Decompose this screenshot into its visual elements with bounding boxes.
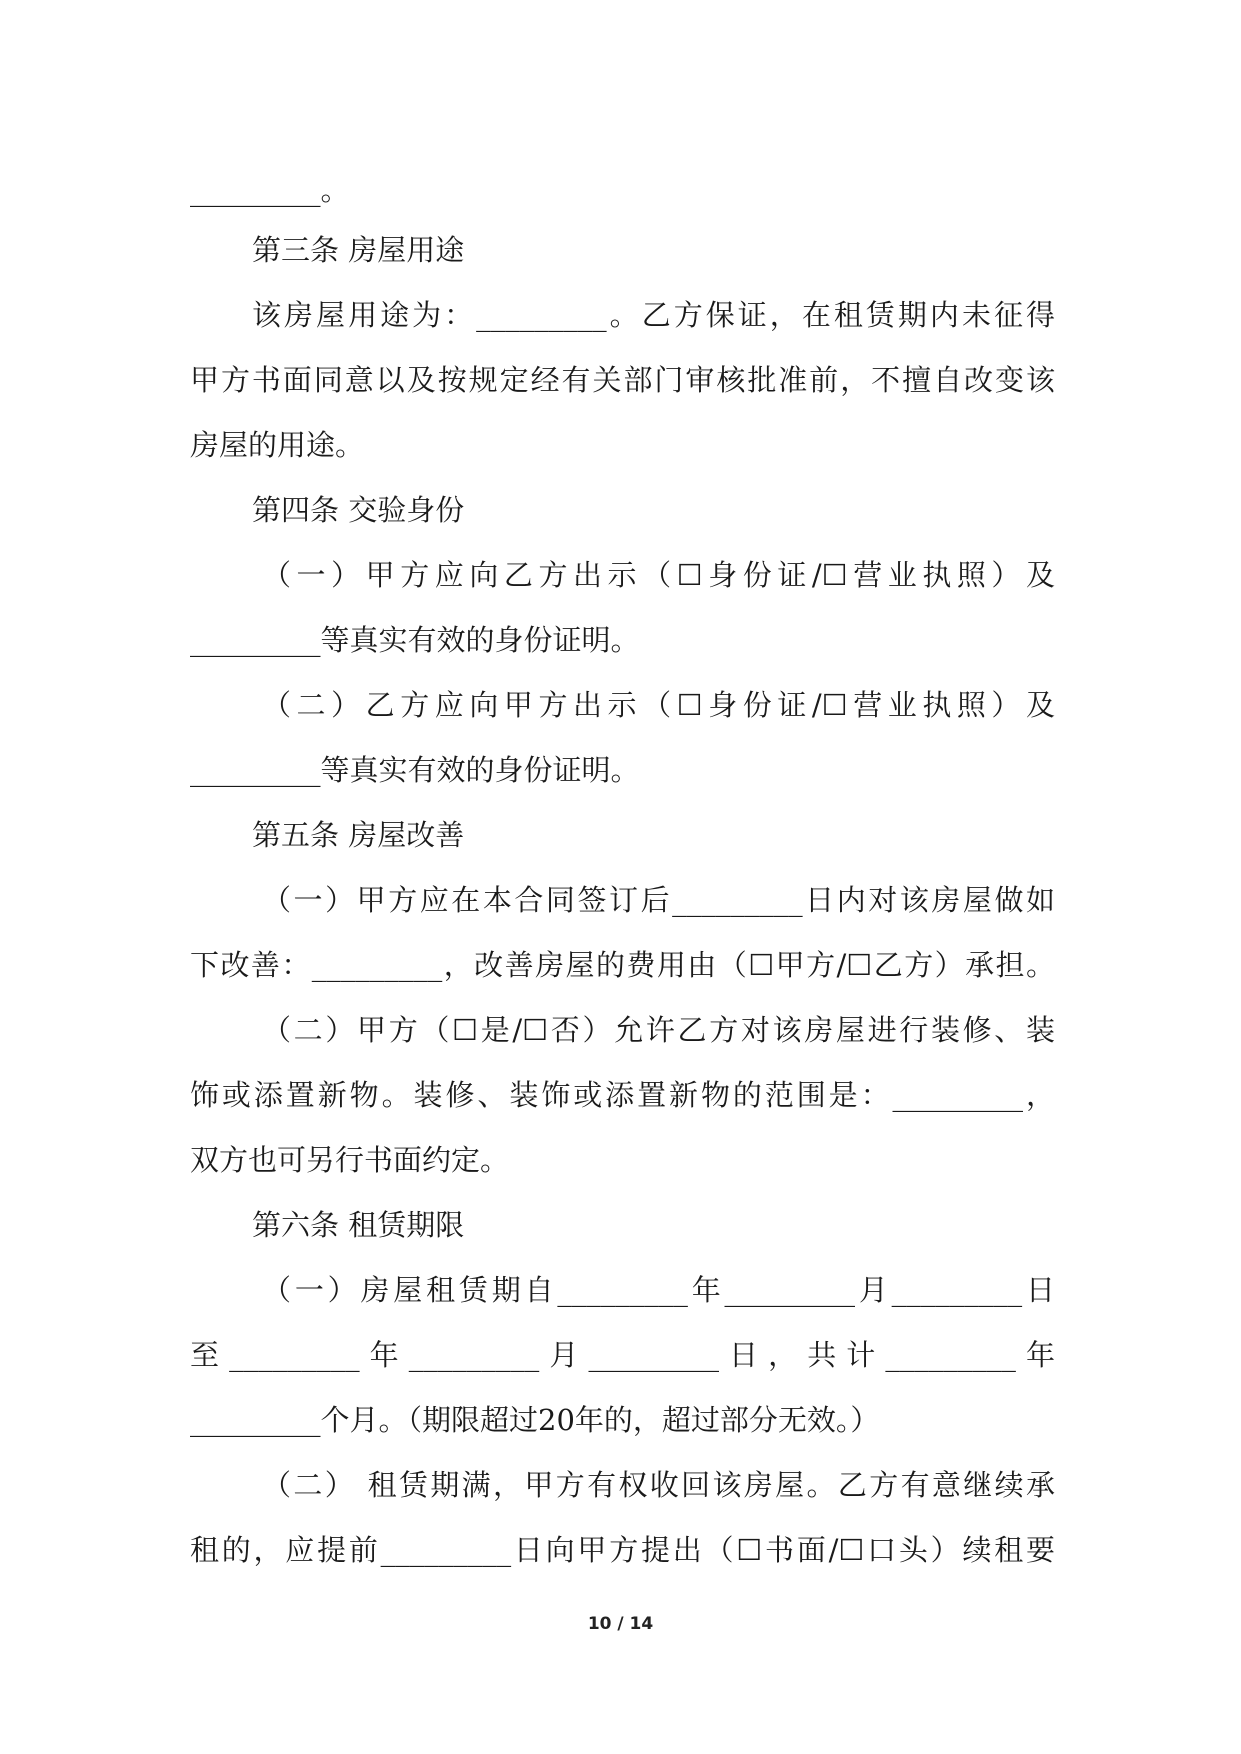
text-line: （二）甲方（☐是/☐否）允许乙方对该房屋进行装修、装 — [262, 1013, 1055, 1047]
text-line: _________等真实有效的身份证明。 — [190, 623, 640, 657]
text-line: 房屋的用途。 — [190, 428, 365, 462]
text-line: （二） 租赁期满，甲方有权收回该房屋。乙方有意继续承 — [262, 1468, 1055, 1502]
text-line: （一）甲方应在本合同签订后_________日内对该房屋做如 — [262, 883, 1055, 917]
text-line: _________等真实有效的身份证明。 — [190, 753, 640, 787]
article-heading: 第五条 房屋改善 — [252, 818, 465, 852]
text-line: 至_________年_________月_________日，共计_________年 — [190, 1338, 1055, 1372]
text-line: _________个月。（期限超过20年的，超过部分无效。） — [190, 1403, 880, 1437]
article-heading: 第六条 租赁期限 — [252, 1208, 465, 1242]
text-line: 双方也可另行书面约定。 — [190, 1143, 510, 1177]
article-heading: 第三条 房屋用途 — [252, 233, 465, 267]
text-line: （一）房屋租赁期自_________年_________月_________日 — [262, 1273, 1055, 1307]
text-line: _________。 — [190, 173, 350, 207]
text-line: （一）甲方应向乙方出示（☐身份证/☐营业执照）及 — [262, 558, 1055, 592]
text-line: 甲方书面同意以及按规定经有关部门审核批准前，不擅自改变该 — [190, 363, 1055, 397]
article-heading: 第四条 交验身份 — [252, 493, 465, 527]
text-line: 饰或添置新物。装修、装饰或添置新物的范围是：_________， — [190, 1078, 1055, 1112]
text-line: 租的，应提前_________日向甲方提出（☐书面/☐口头）续租要 — [190, 1533, 1055, 1567]
text-line: 该房屋用途为：_________。乙方保证，在租赁期内未征得 — [252, 298, 1055, 332]
page-number: 10 / 14 — [587, 1614, 654, 1634]
text-line: 下改善：_________，改善房屋的费用由（☐甲方/☐乙方）承担。 — [190, 948, 1055, 982]
text-line: （二）乙方应向甲方出示（☐身份证/☐营业执照）及 — [262, 688, 1055, 722]
